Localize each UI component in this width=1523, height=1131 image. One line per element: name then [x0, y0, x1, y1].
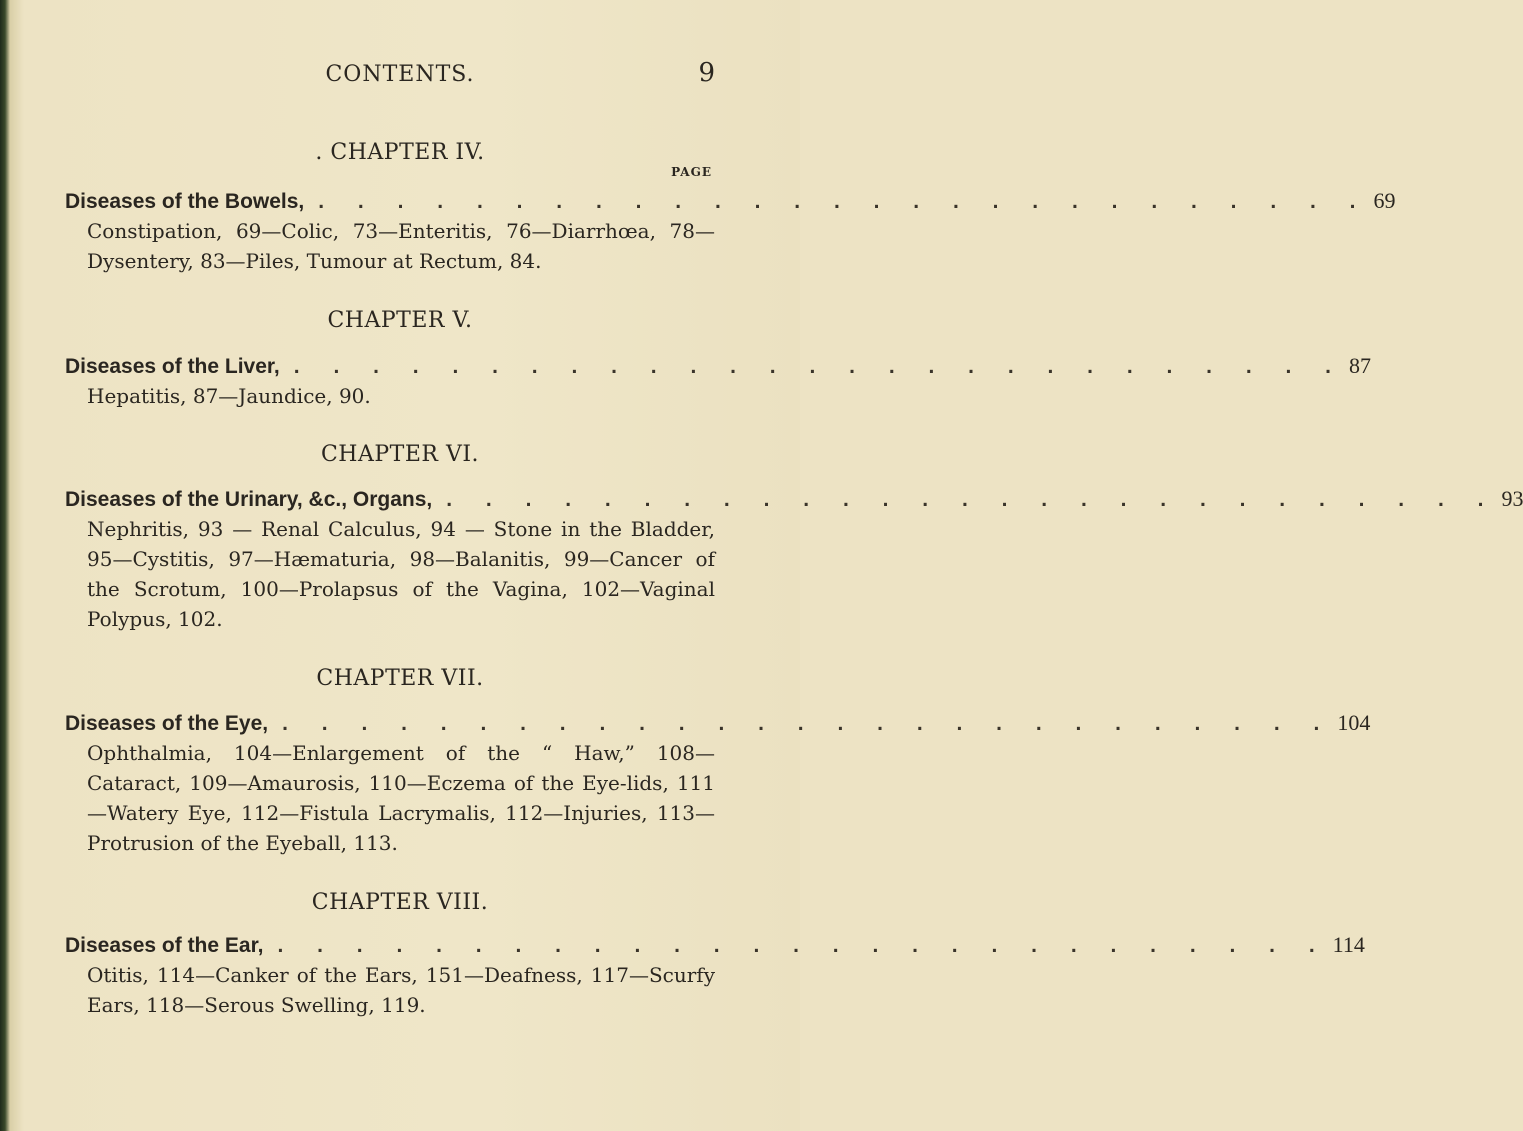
page-number: 9: [698, 58, 715, 88]
entry-description: Nephritis, 93 — Renal Calculus, 94 — Stone in the Bladder, 95—Cystitis, 97—Hæmaturia, 98—Balanitis, 99—Cancer of the Scrotum, 100—Prolapsus of the Vagina, 102—Vaginal Polypus, 102.: [87, 517, 715, 631]
page-column-label: PAGE: [671, 165, 712, 179]
entry-page: 114: [1332, 932, 1365, 957]
toc-entry-head: [65, 486, 1523, 512]
toc-entry-head: [65, 710, 1371, 736]
entry-page: 104: [1337, 710, 1371, 735]
entry-page: 87: [1349, 353, 1372, 378]
toc-entry: [65, 188, 1396, 276]
chapter-heading: CHAPTER V.: [327, 308, 473, 333]
entry-title: Diseases of the Eye,: [65, 712, 269, 735]
entry-title: Diseases of the Ear,: [65, 934, 264, 957]
dot-leader: . . . . . . . . . . . . . . . . . . . . . . . . . . .: [277, 934, 1329, 957]
entry-page: 69: [1373, 188, 1396, 213]
chapter-heading: CHAPTER VIII.: [311, 890, 489, 915]
chapter-heading: CHAPTER VII.: [316, 666, 484, 691]
running-title: CONTENTS.: [325, 62, 475, 87]
entry-title: Diseases of the Bowels,: [65, 190, 305, 213]
toc-entry: [65, 932, 1365, 1020]
dot-leader: . . . . . . . . . . . . . . . . . . . . . . . . . . .: [293, 355, 1346, 378]
chapter-heading: . CHAPTER IV.: [315, 140, 485, 165]
page-header: [0, 58, 800, 96]
toc-entry: [65, 353, 1372, 411]
toc-entry-head: [65, 932, 1365, 958]
entry-description: Otitis, 114—Canker of the Ears, 151—Deafness, 117—Scurfy Ears, 118—Serous Swelling, 119.: [87, 963, 715, 1017]
entry-description: Hepatitis, 87—Jaundice, 90.: [87, 384, 371, 408]
toc-entry-head: [65, 188, 1396, 214]
toc-entry-head: [65, 353, 1372, 379]
entry-title: Diseases of the Urinary, &c., Organs,: [65, 488, 433, 511]
dot-leader: . . . . . . . . . . . . . . . . . . . . . . . . . . .: [446, 488, 1498, 511]
entry-description: Constipation, 69—Colic, 73—Enteritis, 76—Diarrhœa, 78—Dysentery, 83—Piles, Tumour at Rectum, 84.: [87, 219, 715, 273]
entry-page: 93: [1501, 486, 1523, 511]
dot-leader: . . . . . . . . . . . . . . . . . . . . . . . . . . .: [318, 190, 1370, 213]
toc-entry: [65, 710, 1371, 858]
entry-description: Ophthalmia, 104—Enlargement of the “ Haw,” 108—Cataract, 109—Amaurosis, 110—Eczema of the Eye-lids, 111—Watery Eye, 112—Fistula Lacrymalis, 112—Injuries, 113—Protrusion of the Eyeball, 113.: [87, 741, 715, 855]
dot-leader: . . . . . . . . . . . . . . . . . . . . . . . . . . .: [282, 712, 1334, 735]
chapter-heading: CHAPTER VI.: [320, 442, 480, 467]
toc-entry: [65, 486, 1523, 634]
entry-title: Diseases of the Liver,: [65, 355, 280, 378]
